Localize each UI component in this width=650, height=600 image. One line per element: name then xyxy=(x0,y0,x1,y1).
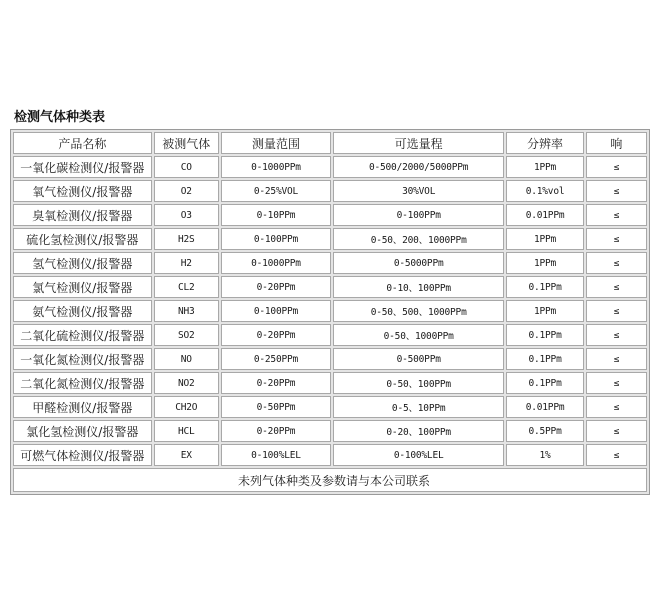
cell-response: ≤ xyxy=(586,420,647,442)
cell-measured-gas: CH2O xyxy=(154,396,219,418)
table-footer-note: 未列气体种类及参数请与本公司联系 xyxy=(13,468,647,492)
cell-response: ≤ xyxy=(586,300,647,322)
cell-measured-gas: EX xyxy=(154,444,219,466)
table-row xyxy=(13,276,647,298)
cell-optional-range: 0-50、1000PPm xyxy=(333,324,504,346)
cell-resolution: 0.1PPm xyxy=(506,324,583,346)
cell-resolution: 0.1PPm xyxy=(506,348,583,370)
cell-measured-gas: H2S xyxy=(154,228,219,250)
cell-measurement-range: 0-250PPm xyxy=(221,348,331,370)
table-row xyxy=(13,396,647,418)
table-row xyxy=(13,156,647,178)
cell-optional-range: 0-10、100PPm xyxy=(333,276,504,298)
cell-measurement-range: 0-20PPm xyxy=(221,324,331,346)
cell-response: ≤ xyxy=(586,228,647,250)
cell-resolution: 0.5PPm xyxy=(506,420,583,442)
table-header-row xyxy=(13,132,647,154)
cell-measurement-range: 0-25%VOL xyxy=(221,180,331,202)
cell-resolution: 0.01PPm xyxy=(506,396,583,418)
table-row xyxy=(13,300,647,322)
cell-resolution: 0.1PPm xyxy=(506,276,583,298)
cell-optional-range: 0-5000PPm xyxy=(333,252,504,274)
cell-product-name: 氨气检测仪/报警器 xyxy=(13,300,152,322)
cell-optional-range: 0-50、500、1000PPm xyxy=(333,300,504,322)
cell-measurement-range: 0-1000PPm xyxy=(221,156,331,178)
table-row xyxy=(13,204,647,226)
table-title: 检测气体种类表 xyxy=(14,110,106,125)
cell-optional-range: 0-500/2000/5000PPm xyxy=(333,156,504,178)
header-response: 响 xyxy=(586,132,647,154)
cell-response: ≤ xyxy=(586,156,647,178)
cell-resolution: 1% xyxy=(506,444,583,466)
cell-measurement-range: 0-50PPm xyxy=(221,396,331,418)
cell-resolution: 1PPm xyxy=(506,300,583,322)
header-optional-range: 可选量程 xyxy=(333,132,504,154)
cell-measured-gas: NH3 xyxy=(154,300,219,322)
cell-measured-gas: NO2 xyxy=(154,372,219,394)
cell-measurement-range: 0-20PPm xyxy=(221,276,331,298)
table-row xyxy=(13,444,647,466)
header-product-name: 产品名称 xyxy=(13,132,152,154)
cell-measurement-range: 0-20PPm xyxy=(221,372,331,394)
cell-product-name: 硫化氢检测仪/报警器 xyxy=(13,228,152,250)
cell-measured-gas: O3 xyxy=(154,204,219,226)
cell-measurement-range: 0-100PPm xyxy=(221,228,331,250)
table-row xyxy=(13,420,647,442)
table-row xyxy=(13,252,647,274)
cell-measured-gas: SO2 xyxy=(154,324,219,346)
cell-response: ≤ xyxy=(586,348,647,370)
cell-measurement-range: 0-10PPm xyxy=(221,204,331,226)
cell-resolution: 1PPm xyxy=(506,252,583,274)
cell-optional-range: 0-100%LEL xyxy=(333,444,504,466)
cell-measured-gas: CO xyxy=(154,156,219,178)
cell-resolution: 0.1%vol xyxy=(506,180,583,202)
cell-optional-range: 0-20、100PPm xyxy=(333,420,504,442)
gas-table-wrapper xyxy=(10,129,650,495)
cell-product-name: 二氧化硫检测仪/报警器 xyxy=(13,324,152,346)
cell-optional-range: 0-5、10PPm xyxy=(333,396,504,418)
cell-response: ≤ xyxy=(586,276,647,298)
table-row xyxy=(13,324,647,346)
header-measured-gas: 被测气体 xyxy=(154,132,219,154)
table-row xyxy=(13,228,647,250)
cell-measured-gas: O2 xyxy=(154,180,219,202)
cell-measured-gas: CL2 xyxy=(154,276,219,298)
header-measurement-range: 测量范围 xyxy=(221,132,331,154)
cell-resolution: 0.01PPm xyxy=(506,204,583,226)
cell-measured-gas: NO xyxy=(154,348,219,370)
cell-product-name: 一氧化氮检测仪/报警器 xyxy=(13,348,152,370)
cell-product-name: 甲醛检测仪/报警器 xyxy=(13,396,152,418)
table-row xyxy=(13,348,647,370)
cell-optional-range: 0-100PPm xyxy=(333,204,504,226)
cell-optional-range: 0-50、100PPm xyxy=(333,372,504,394)
cell-measured-gas: H2 xyxy=(154,252,219,274)
cell-resolution: 0.1PPm xyxy=(506,372,583,394)
cell-response: ≤ xyxy=(586,252,647,274)
cell-measured-gas: HCL xyxy=(154,420,219,442)
cell-product-name: 氯化氢检测仪/报警器 xyxy=(13,420,152,442)
cell-response: ≤ xyxy=(586,324,647,346)
header-resolution: 分辨率 xyxy=(506,132,583,154)
cell-product-name: 氧气检测仪/报警器 xyxy=(13,180,152,202)
cell-resolution: 1PPm xyxy=(506,228,583,250)
cell-measurement-range: 0-20PPm xyxy=(221,420,331,442)
cell-product-name: 一氧化碳检测仪/报警器 xyxy=(13,156,152,178)
cell-optional-range: 0-50、200、1000PPm xyxy=(333,228,504,250)
cell-response: ≤ xyxy=(586,204,647,226)
cell-product-name: 臭氧检测仪/报警器 xyxy=(13,204,152,226)
cell-product-name: 氯气检测仪/报警器 xyxy=(13,276,152,298)
cell-measurement-range: 0-1000PPm xyxy=(221,252,331,274)
table-row xyxy=(13,180,647,202)
cell-resolution: 1PPm xyxy=(506,156,583,178)
cell-measurement-range: 0-100%LEL xyxy=(221,444,331,466)
cell-response: ≤ xyxy=(586,396,647,418)
cell-response: ≤ xyxy=(586,372,647,394)
table-footer-row xyxy=(13,468,647,492)
table-body xyxy=(13,156,647,466)
cell-measurement-range: 0-100PPm xyxy=(221,300,331,322)
cell-product-name: 氢气检测仪/报警器 xyxy=(13,252,152,274)
cell-product-name: 可燃气体检测仪/报警器 xyxy=(13,444,152,466)
table-row xyxy=(13,372,647,394)
gas-detection-table xyxy=(10,129,650,495)
cell-optional-range: 30%VOL xyxy=(333,180,504,202)
cell-response: ≤ xyxy=(586,180,647,202)
cell-optional-range: 0-500PPm xyxy=(333,348,504,370)
cell-product-name: 二氧化氮检测仪/报警器 xyxy=(13,372,152,394)
cell-response: ≤ xyxy=(586,444,647,466)
